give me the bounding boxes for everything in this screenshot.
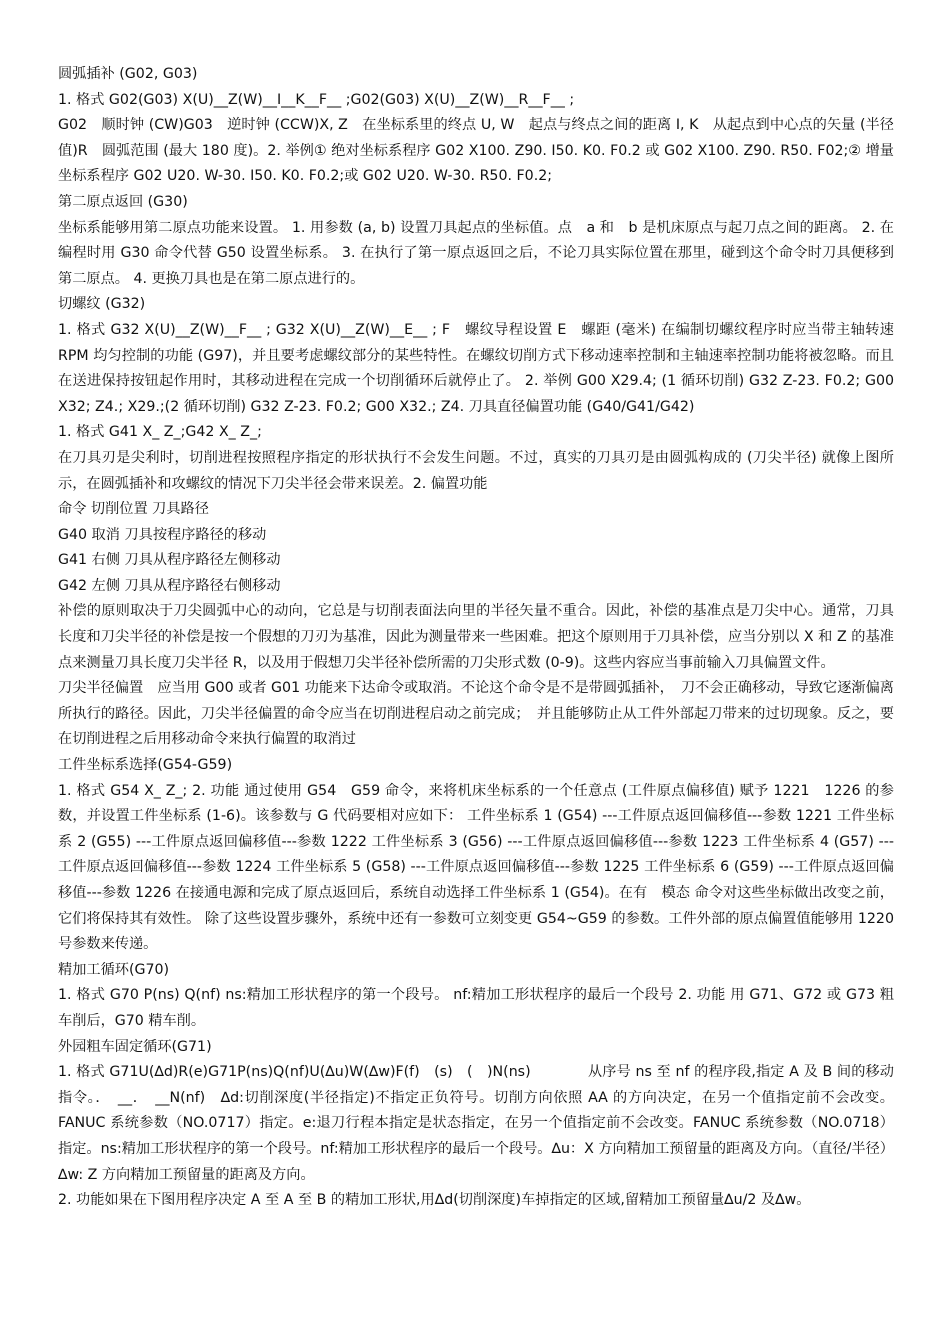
offset-table-row: G42 左侧 刀具从程序路径右侧移动: [58, 577, 281, 594]
paragraph: 在刀具刃是尖利时，切削进程按照程序指定的形状执行不会发生问题。不过，真实的刀具刃是由圆弧构成的 (刀尖半径) 就像上图所示，在圆弧插补和攻螺纹的情况下刀尖半径会带来误差。2. 偏置功能: [58, 449, 894, 492]
paragraph: 2. 功能如果在下图用程序决定 A 至 A 至 B 的精加工形状,用∆d(切削深度)车掉指定的区域,留精加工预留量∆u/2 及∆w。: [58, 1192, 811, 1209]
offset-table-row: G40 取消 刀具按程序路径的移动: [58, 526, 267, 543]
section-heading-g30: 第二原点返回 (G30): [58, 193, 188, 210]
section-heading-g71: 外园粗车固定循环(G71): [58, 1038, 212, 1055]
paragraph: 1. 格式 G54 X_ Z_; 2. 功能 通过使用 G54 G59 命令，来将机床坐标系的一个任意点 (工件原点偏移值) 赋予 1221 1226 的参数，并设置工件坐标系 (1-6)。该参数与 G 代码要相对应如下： 工件坐标系 1 (G54) ---工件原点返回偏移值---参数 1221 工件坐标系 2 (G55) ---工件原点返回偏移值---参数 1222 工件坐标系 3 (G56) ---工件原点返回偏移值---参数 1223 工件坐标系 4 (G57) ---工件原点返回偏移值---参数 1224 工件坐标系 5 (G58) ---工件原点返回偏移值---参数 1225 工件坐标系 6 (G59) ---工件原点返回偏移值---参数 1226 在接通电源和完成了原点返回后，系统自动选择工件坐标系 1 (G54)。在有 模态 命令对这些坐标做出改变之前，它们将保持其有效性。 除了这些设置步骤外，系统中还有一参数可立刻变更 G54~G59 的参数。工件外部的原点偏置值能够用 1220 号参数来传递。: [58, 782, 894, 953]
section-heading-arc: 圆弧插补 (G02, G03): [58, 66, 198, 82]
paragraph: 1. 格式 G70 P(ns) Q(nf) ns:精加工形状程序的第一个段号。 nf:精加工形状程序的最后一个段号 2. 功能 用 G71、G72 或 G73 粗车削后，G70 精车削。: [58, 987, 894, 1029]
section-heading-g54: 工件坐标系选择(G54-G59): [58, 757, 233, 774]
paragraph: 1. 格式 G41 X_ Z_;G42 X_ Z_;: [58, 424, 262, 441]
paragraph: G02 顺时钟 (CW)G03 逆时钟 (CCW)X, Z 在坐标系里的终点 U, W 起点与终点之间的距离 I, K 从起点到中心点的矢量 (半径值)R 圆弧范围 (最大 180 度)。2. 举例① 绝对坐标系程序 G02 X100. Z90. I50. K0. F0.2 或 G02 X100. Z90. R50. F02;② 增量坐标系程序 G02 U20. W-30. I50. K0. F0.2;或 G02 U20. W-30. R50. F0.2;: [58, 117, 894, 185]
offset-table-header: 命令 切削位置 刀具路径: [58, 501, 209, 518]
section-heading-g70: 精加工循环(G70): [58, 961, 170, 978]
document-page: [58, 62, 894, 1214]
section-heading-g32: 切螺纹 (G32): [58, 296, 146, 313]
paragraph: 1. 格式 G71U(∆d)R(e)G71P(ns)Q(nf)U(∆u)W(∆w)F(f) (s) ( )N(ns) 从序号 ns 至 nf 的程序段,指定 A 及 B 间的移动指令。． __． __N(nf) ∆d:切削深度(半径指定)不指定正负符号。切削方向依照 AA 的方向决定，在另一个值指定前不会改变。FANUC 系统参数（NO.0717）指定。e:退刀行程本指定是状态指定，在另一个值指定前不会改变。FANUC 系统参数（NO.0718）指定。ns:精加工形状程序的第一个段号。nf:精加工形状程序的最后一个段号。∆u：X 方向精加工预留量的距离及方向。（直径/半径）∆w: Z 方向精加工预留量的距离及方向。: [58, 1064, 894, 1183]
paragraph: 坐标系能够用第二原点功能来设置。 1. 用参数 (a, b) 设置刀具起点的坐标值。点 a 和 b 是机床原点与起刀点之间的距离。 2. 在编程时用 G30 命令代替 G50 设置坐标系。 3. 在执行了第一原点返回之后，不论刀具实际位置在那里，碰到这个命令时刀具便移到第二原点。 4. 更换刀具也是在第二原点进行的。: [58, 219, 894, 287]
paragraph: 刀尖半径偏置 应当用 G00 或者 G01 功能来下达命令或取消。不论这个命令是不是带圆弧插补， 刀不会正确移动，导致它逐渐偏离所执行的路径。因此，刀尖半径偏置的命令应当在切削进程启动之前完成； 并且能够防止从工件外部起刀带来的过切现象。反之，要在切削进程之后用移动命令来执行偏置的取消过: [58, 680, 894, 748]
paragraph: 1. 格式 G02(G03) X(U)__Z(W)__I__K__F__ ;G02(G03) X(U)__Z(W)__R__F__ ;: [58, 91, 575, 108]
paragraph: 1. 格式 G32 X(U)__Z(W)__F__ ; G32 X(U)__Z(W)__E__ ; F 螺纹导程设置 E 螺距 (毫米) 在编制切螺纹程序时应当带主轴转速 RPM 均匀控制的功能 (G97)，并且要考虑螺纹部分的某些特性。在螺纹切削方式下移动速率控制和主轴速率控制功能将被忽略。而且在送进保持按钮起作用时，其移动进程在完成一个切削循环后就停止了。 2. 举例 G00 X29.4; (1 循环切削) G32 Z-23. F0.2; G00 X32; Z4.; X29.;(2 循环切削) G32 Z-23. F0.2; G00 X32.; Z4. 刀具直径偏置功能 (G40/G41/G42): [58, 321, 894, 415]
paragraph: 补偿的原则取决于刀尖圆弧中心的动向，它总是与切削表面法向里的半径矢量不重合。因此，补偿的基准点是刀尖中心。通常，刀具长度和刀尖半径的补偿是按一个假想的刀刃为基准，因此为测量带来一些困难。把这个原则用于刀具补偿，应当分别以 X 和 Z 的基准点来测量刀具长度刀尖半径 R，以及用于假想刀尖半径补偿所需的刀尖形式数 (0-9)。这些内容应当事前输入刀具偏置文件。: [58, 603, 894, 671]
offset-table-row: G41 右侧 刀具从程序路径左侧移动: [58, 552, 281, 569]
